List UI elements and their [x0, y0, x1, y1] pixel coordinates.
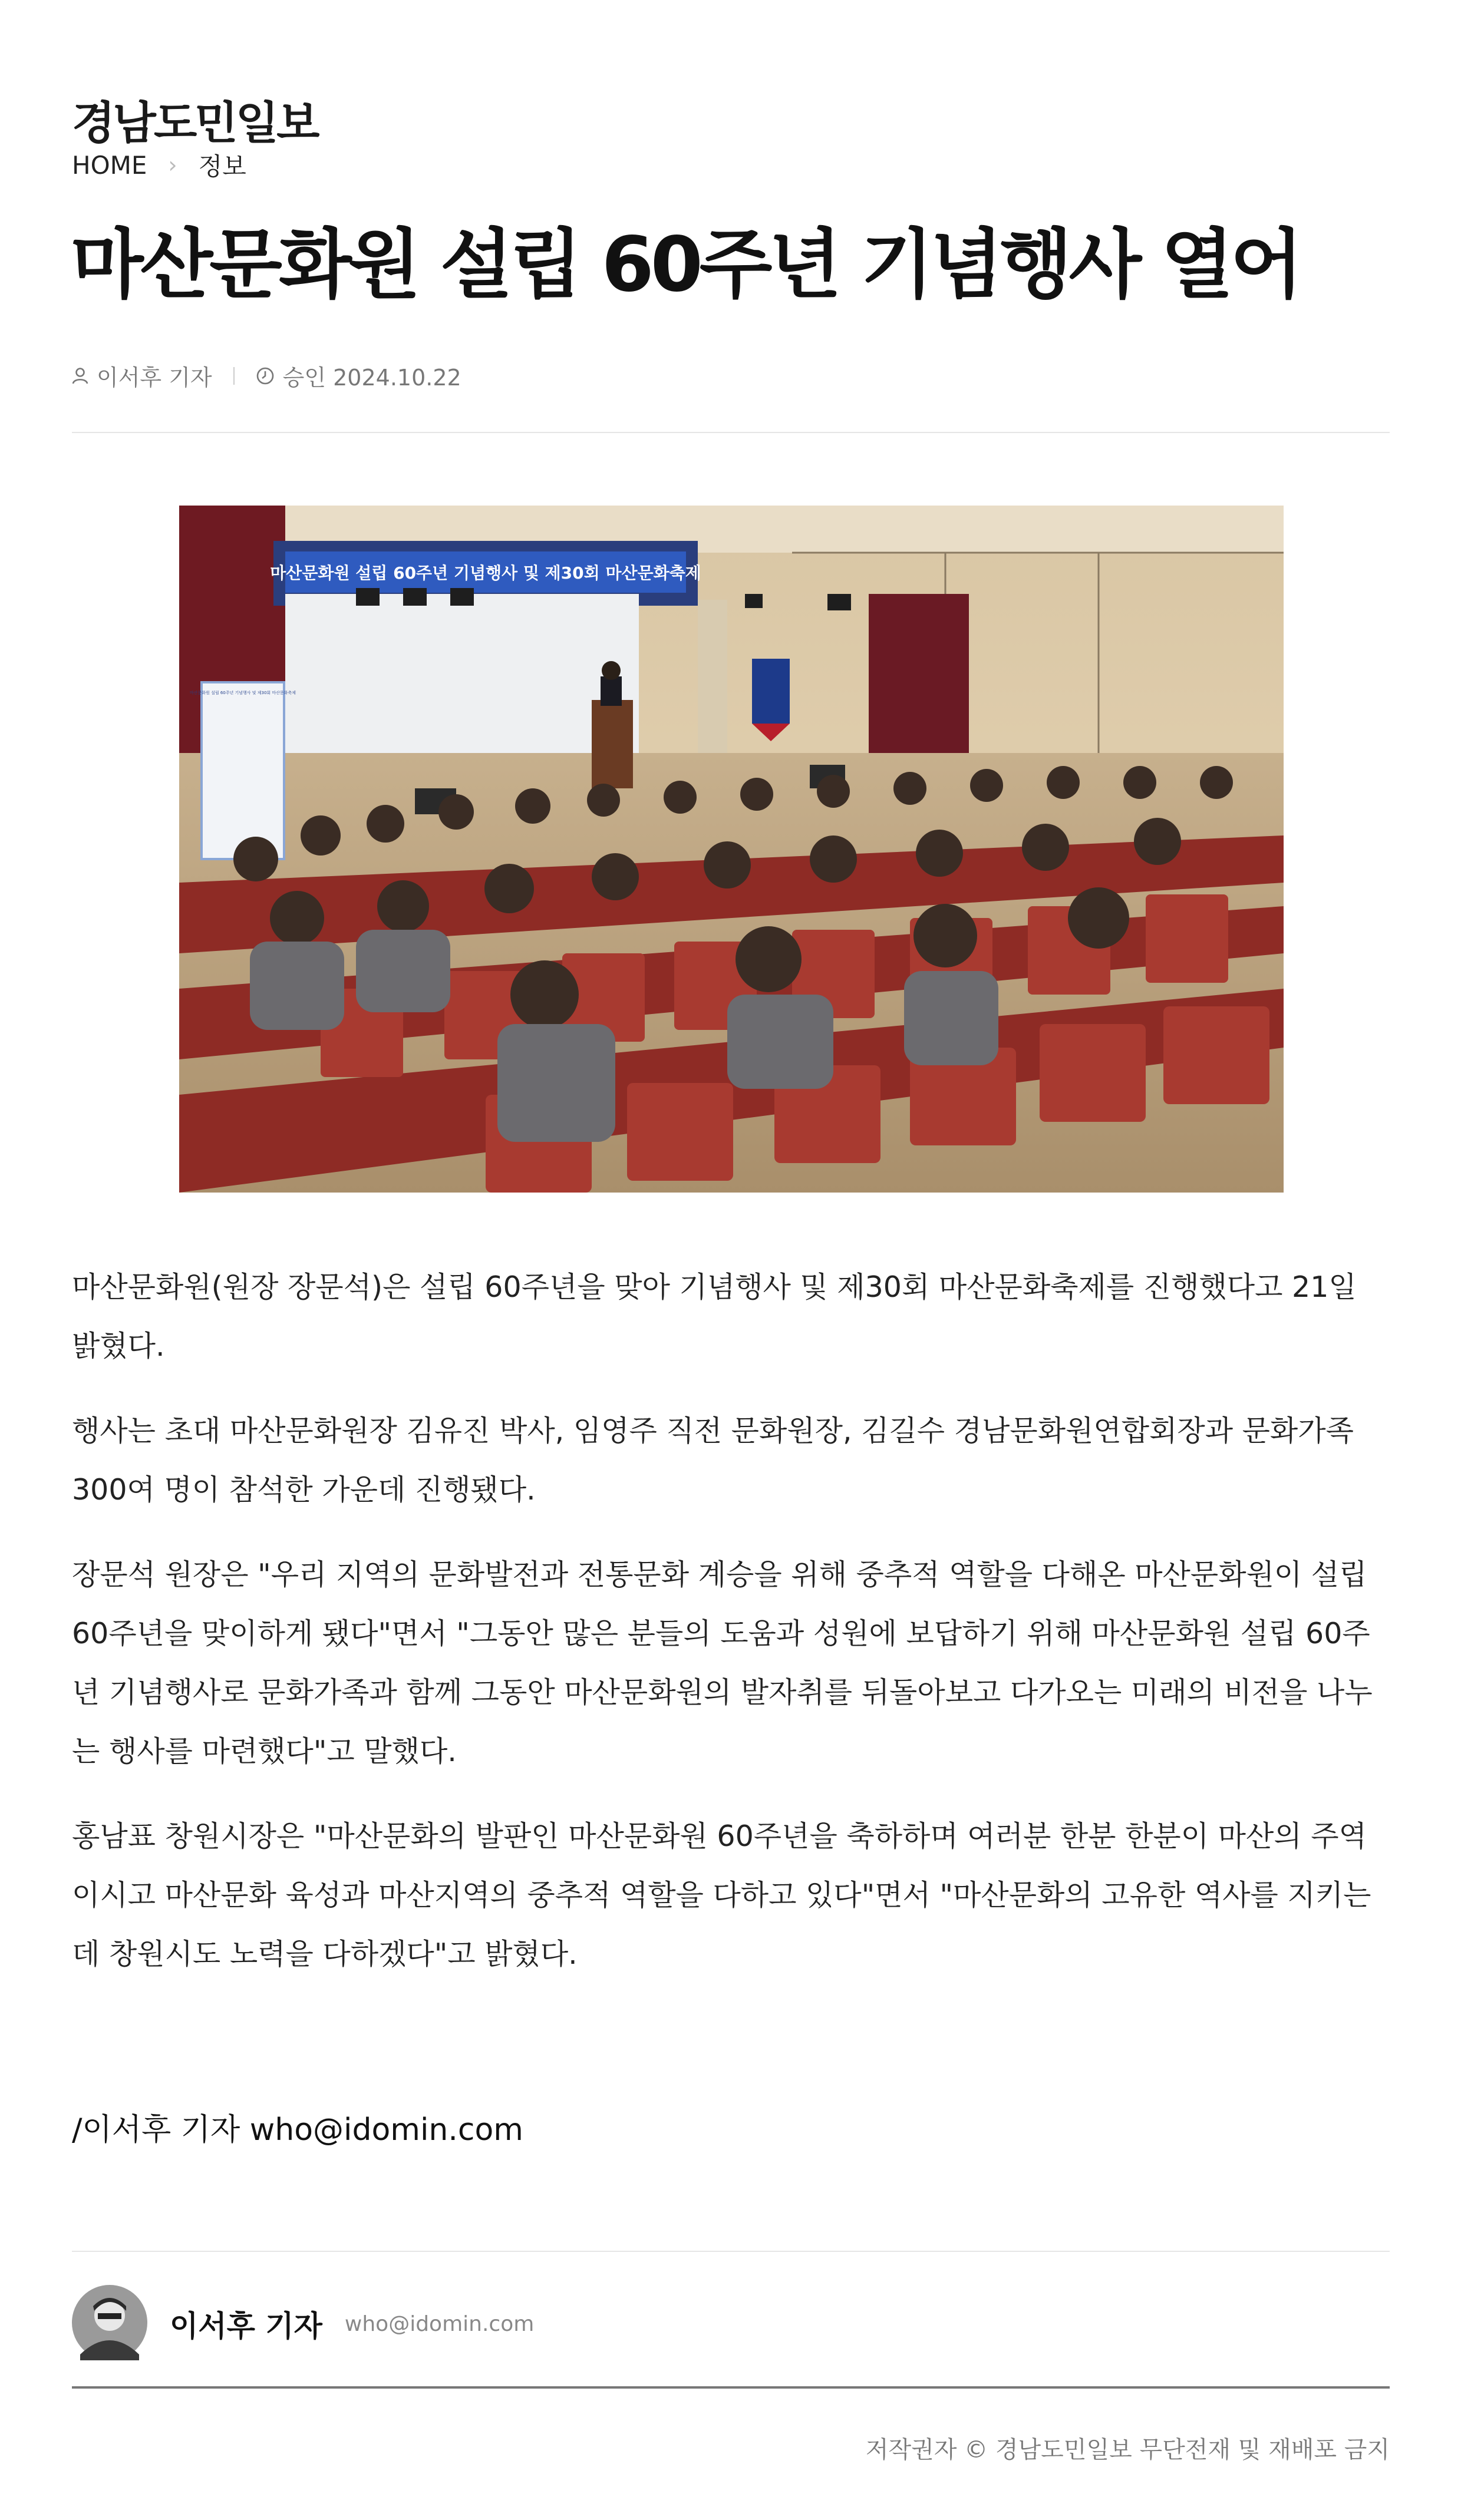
photo-banner-text: 마산문화원 설립 60주년 기념행사 및 제30회 마산문화축제	[270, 563, 701, 583]
photo-sign-text: 마산문화원 설립 60주년 기념행사 및 제30회 마산문화축제	[190, 691, 296, 695]
breadcrumb-home[interactable]: HOME	[72, 150, 147, 180]
article-byline: /이서후 기자 who@idomin.com	[72, 2112, 523, 2148]
breadcrumb	[72, 147, 246, 183]
site-logo[interactable]: 경남도민일보	[72, 97, 318, 149]
person-icon	[72, 367, 88, 385]
meta-divider	[233, 367, 235, 385]
copyright: 저작권자 © 경남도민일보 무단전재 및 재배포 금지	[865, 2436, 1390, 2463]
divider	[72, 2251, 1390, 2252]
article-paragraph: 마산문화원(원장 장문석)은 설립 60주년을 맞아 기념행사 및 제30회 마산문화축제를 진행했다고 21일 밝혔다.	[72, 1270, 1357, 1363]
author-email[interactable]: who@idomin.com	[344, 2311, 535, 2336]
article-paragraph: 홍남표 창원시장은 "마산문화의 발판인 마산문화원 60주년을 축하하며 여러분 한분 한분이 마산의 주역이시고 마산문화 육성과 마산지역의 중추적 역할을 다하고 있다"면서 "마산문화의 고유한 역사를 지키는데 창원시도 노력을 다하겠다"고 밝혔다.	[72, 1819, 1371, 1971]
article-title: 마산문화원 설립 60주년 기념행사 열어	[71, 221, 1300, 309]
article-paragraph: 행사는 초대 마산문화원장 김유진 박사, 임영주 직전 문화원장, 김길수 경남문화원연합회장과 문화가족 300여 명이 참석한 가운데 진행됐다.	[72, 1414, 1354, 1507]
divider	[72, 432, 1390, 433]
author-name[interactable]: 이서후 기자	[170, 2309, 322, 2343]
article-paragraph: 장문석 원장은 "우리 지역의 문화발전과 전통문화 계승을 위해 중추적 역할을 다해온 마산문화원이 설립 60주년을 맞이하게 됐다"면서 "그동안 많은 분들의 도움과 성원에 보답하기 위해 마산문화원 설립 60주년 기념행사로 문화가족과 함께 그동안 마산문화원의 발자취를 뒤돌아보고 다가오는 미래의 비전을 나누는 행사를 마련했다"고 말했다.	[72, 1558, 1373, 1768]
chevron-right-icon: ›	[168, 152, 177, 178]
avatar[interactable]	[72, 2285, 147, 2363]
article-photo	[179, 506, 1284, 1193]
reporter-name[interactable]: 이서후 기자	[97, 365, 212, 391]
approved-date: 승인 2024.10.22	[282, 365, 461, 391]
clock-icon	[256, 366, 275, 385]
breadcrumb-section[interactable]: 정보	[198, 152, 246, 181]
article-meta	[72, 359, 461, 392]
author-box	[72, 2285, 534, 2363]
divider	[72, 2386, 1390, 2389]
article-body	[72, 1258, 1390, 2010]
